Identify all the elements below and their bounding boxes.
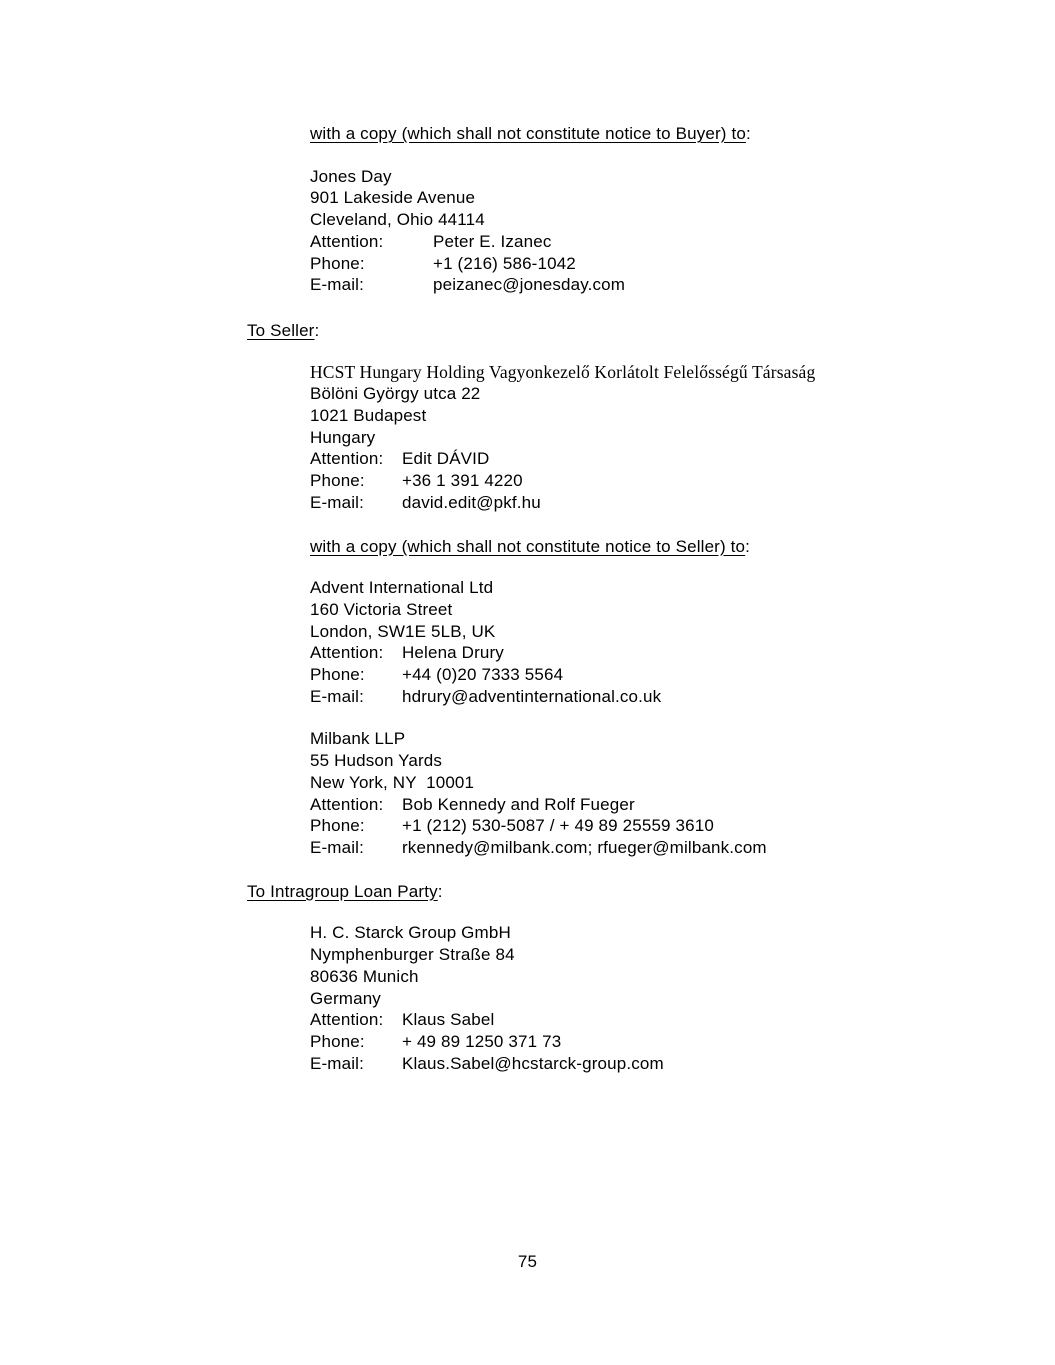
notice-heading-buyer-copy <box>310 123 1055 145</box>
attention-field <box>310 231 1055 253</box>
attention-label: Attention: <box>310 643 384 663</box>
phone-label: Phone: <box>310 471 365 491</box>
email-label: E-mail: <box>310 686 364 706</box>
address-line: Cleveland, Ohio 44114 <box>310 210 485 230</box>
address-block-milbank <box>310 728 1055 858</box>
phone-value: + 49 89 1250 371 73 <box>402 1031 562 1051</box>
address-line: Germany <box>310 988 381 1008</box>
notice-heading-to-intragroup <box>247 881 1055 903</box>
address-block-hcst <box>310 362 1055 514</box>
phone-label: Phone: <box>310 665 365 685</box>
address-line: 901 Lakeside Avenue <box>310 188 476 208</box>
phone-value: +36 1 391 4220 <box>402 471 523 491</box>
notice-heading-to-intragroup-text: To Intragroup Loan Party <box>247 881 438 901</box>
email-label: E-mail: <box>310 837 364 857</box>
notice-heading-buyer-copy-colon: : <box>745 124 751 143</box>
email-field <box>310 686 1055 708</box>
phone-label: Phone: <box>310 816 365 836</box>
address-line: 55 Hudson Yards <box>310 751 443 771</box>
address-line: 80636 Munich <box>310 966 419 986</box>
phone-field <box>310 253 1055 275</box>
notice-heading-to-seller-colon: : <box>314 320 320 340</box>
notice-heading-seller-copy-colon: : <box>745 536 751 556</box>
attention-value: Helena Drury <box>402 643 504 663</box>
address-line: 160 Victoria Street <box>310 599 453 619</box>
phone-label: Phone: <box>310 253 365 273</box>
attention-label: Attention: <box>310 231 384 251</box>
notice-heading-buyer-copy-text: with a copy (which shall not constitute notice to Buyer) to <box>310 124 746 143</box>
address-line: New York, NY 10001 <box>310 772 475 792</box>
address-line: Jones Day <box>310 166 392 186</box>
address-line: H. C. Starck Group GmbH <box>310 923 511 943</box>
address-block-advent <box>310 577 1055 707</box>
attention-value: Klaus Sabel <box>402 1010 495 1030</box>
notice-heading-to-seller <box>247 320 1055 342</box>
email-field <box>310 1053 1055 1075</box>
phone-value: +1 (216) 586-1042 <box>433 253 576 273</box>
phone-field <box>310 664 1055 686</box>
attention-field <box>310 448 1055 470</box>
email-value: Klaus.Sabel@hcstarck-group.com <box>402 1053 664 1073</box>
attention-field <box>310 642 1055 664</box>
notice-heading-to-intragroup-colon: : <box>437 881 443 901</box>
notice-heading-to-seller-text: To Seller <box>247 320 315 340</box>
page-number: 75 <box>517 1252 538 1272</box>
address-line: Bölöni György utca 22 <box>310 384 481 404</box>
phone-field <box>310 815 1055 837</box>
attention-label: Attention: <box>310 1010 384 1030</box>
email-label: E-mail: <box>310 1053 364 1073</box>
attention-value: Edit DÁVID <box>402 449 490 469</box>
attention-value: Bob Kennedy and Rolf Fueger <box>402 794 635 814</box>
email-value: rkennedy@milbank.com; rfueger@milbank.com <box>402 837 767 857</box>
phone-field <box>310 1031 1055 1053</box>
address-block-jones-day <box>310 166 1055 296</box>
email-label: E-mail: <box>310 492 364 512</box>
attention-value: Peter E. Izanec <box>433 231 552 251</box>
attention-field <box>310 1009 1055 1031</box>
address-line: London, SW1E 5LB, UK <box>310 621 496 641</box>
phone-label: Phone: <box>310 1031 365 1051</box>
address-line: Advent International Ltd <box>310 578 494 598</box>
email-value: david.edit@pkf.hu <box>402 492 541 512</box>
notice-heading-seller-copy-text: with a copy (which shall not constitute notice to Seller) to <box>310 536 746 556</box>
attention-label: Attention: <box>310 794 384 814</box>
email-field <box>310 492 1055 514</box>
phone-value: +1 (212) 530-5087 / + 49 89 25559 3610 <box>402 816 714 836</box>
email-value: hdrury@adventinternational.co.uk <box>402 686 662 706</box>
email-field <box>310 274 1055 296</box>
email-field <box>310 837 1055 859</box>
address-block-starck <box>310 922 1055 1074</box>
address-line: HCST Hungary Holding Vagyonkezelő Korlátolt Felelősségű Társaság <box>310 361 816 382</box>
attention-label: Attention: <box>310 449 384 469</box>
address-line: Hungary <box>310 427 376 447</box>
phone-field <box>310 470 1055 492</box>
address-line: Nymphenburger Straße 84 <box>310 945 515 965</box>
attention-field <box>310 794 1055 816</box>
email-value: peizanec@jonesday.com <box>433 275 626 295</box>
phone-value: +44 (0)20 7333 5564 <box>402 665 564 685</box>
address-line: Milbank LLP <box>310 729 406 749</box>
notice-heading-seller-copy <box>310 536 1055 558</box>
address-line: 1021 Budapest <box>310 406 427 426</box>
email-label: E-mail: <box>310 275 364 295</box>
